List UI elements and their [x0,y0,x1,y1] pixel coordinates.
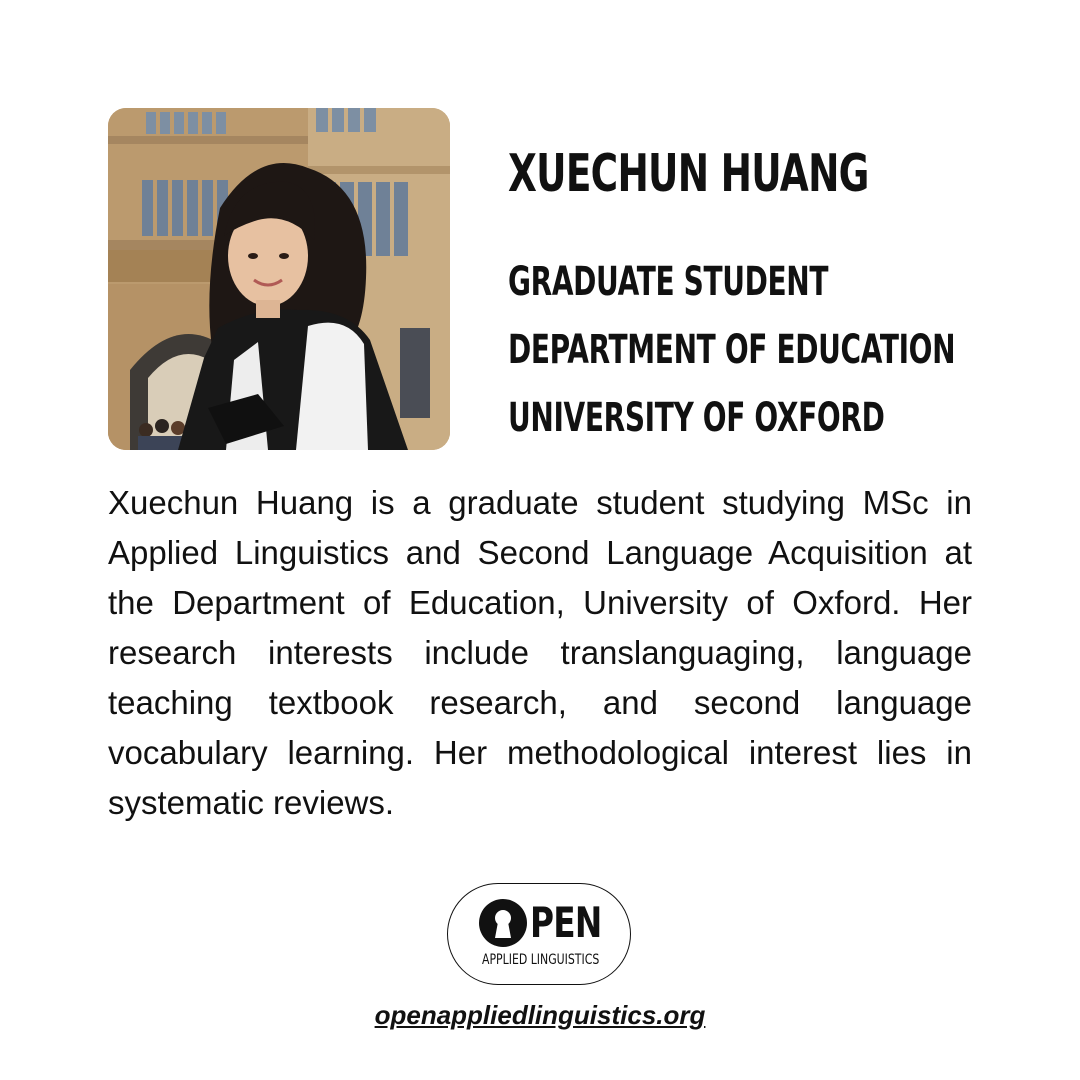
profile-role-line: GRADUATE STUDENT [508,259,829,305]
open-applied-linguistics-logo [447,883,631,985]
profile-photo [108,108,450,450]
profile-university-line: UNIVERSITY OF OXFORD [508,395,885,441]
logo-wordmark: PEN [530,898,602,947]
profile-photo-illustration [108,108,450,450]
profile-name: XUECHUN HUANG [508,144,869,204]
profile-bio: Xuechun Huang is a graduate student studying MSc in Applied Linguistics and Second Language Acquisition at the Department of Education, University of Oxford. Her research interests include translanguaging, language teaching textbook research, and second language vocabulary learning. Her methodological interest lies in systematic reviews. [108,484,972,821]
keyhole-o-icon [478,898,528,948]
website-link[interactable]: openappliedlinguistics.org [374,1000,706,1030]
profile-department-line: DEPARTMENT OF EDUCATION [508,327,956,373]
logo-subtitle: APPLIED LINGUISTICS [482,952,600,968]
